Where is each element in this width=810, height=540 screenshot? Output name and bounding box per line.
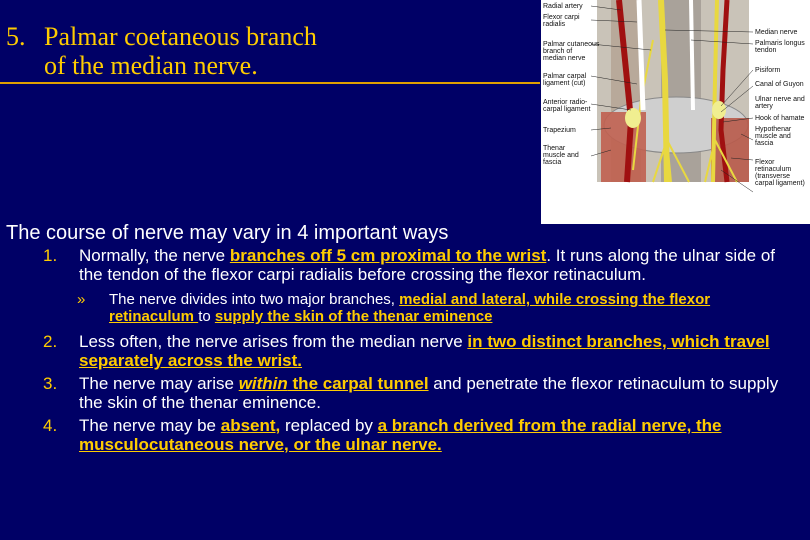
underlined-phrase: branches off 5 cm proximal to the wrist [229, 246, 547, 265]
underlined-phrase: the carpal tunnel [287, 374, 429, 393]
figure-left-label: Trapezium [543, 127, 576, 134]
title-divider [0, 82, 540, 84]
underlined-phrase: in two distinct branches, which travel separately across the wrist. [79, 332, 770, 370]
figure-left-label: radialis [543, 21, 566, 28]
figure-right-label: carpal ligament) [755, 180, 805, 187]
figure-left-label: median nerve [543, 55, 586, 62]
figure-left-label: carpal ligament [543, 106, 591, 113]
sub-bullet-item: » The nerve divides into two major branches, medial and lateral, while crossing the flexor retinaculum to supply the skin of the thenar eminence [77, 291, 711, 325]
title-number: 5. [6, 22, 26, 51]
figure-right-label: Flexor [755, 159, 775, 166]
figure-right-label: artery [755, 103, 773, 110]
course-statement: The course of nerve may vary in 4 important ways [6, 222, 449, 244]
figure-right-label: Pisiform [755, 67, 781, 74]
figure-labels [541, 0, 810, 224]
list-item-3: 3. The nerve may arise within the carpal tunnel and penetrate the flexor retinaculum to supply the skin of the thenar eminence. [43, 374, 779, 412]
figure-left-label: Flexor carpi [543, 14, 580, 21]
figure-right-label: muscle and [755, 133, 791, 140]
list-item-4: 4. The nerve may be absent, replaced by a branch derived from the radial nerve, the musculocutaneous nerve, or the ulnar nerve. [43, 416, 722, 454]
title-line-1: Palmar coetaneous branch [44, 22, 317, 51]
figure-right-label: Hypothenar [755, 126, 792, 133]
figure-right-label: Canal of Guyon [755, 81, 804, 88]
item-number: 1. [43, 246, 58, 265]
item-number: 3. [43, 374, 58, 393]
figure-right-label: tendon [755, 47, 777, 54]
figure-right-label: Hook of hamate [755, 115, 805, 122]
figure-left-label: branch of [543, 48, 573, 55]
figure-right-label: retinaculum [755, 166, 792, 173]
figure-left-label: Thenar [543, 145, 566, 152]
figure-left-label: Radial artery [543, 3, 583, 10]
figure-right-label: Ulnar nerve and [755, 96, 805, 103]
item-number: 2. [43, 332, 58, 351]
anatomy-illustration [541, 0, 810, 224]
figure-right-label: Median nerve [755, 29, 798, 36]
underlined-phrase: medial and lateral, while crossing the flexor retinaculum [109, 291, 711, 325]
list-item-1: 1. Normally, the nerve branches off 5 cm proximal to the wrist. It runs along the ulnar side of the tendon of the flexor carpi radialis before crossing the flexor retinaculum. [43, 246, 776, 284]
title-line-2: of the median nerve. [44, 51, 258, 80]
variation-list [0, 246, 810, 454]
underlined-phrase: absent, [220, 416, 281, 435]
underlined-phrase: supply the skin of the thenar eminence [214, 308, 493, 325]
figure-right-label: (transverse [755, 173, 791, 180]
slide-title [6, 22, 317, 80]
figure-left-label: muscle and [543, 152, 579, 159]
figure-left-label: Palmar carpal [543, 73, 587, 80]
sub-bullet-marker: » [77, 291, 86, 308]
figure-left-label: fascia [543, 159, 562, 166]
item-number: 4. [43, 416, 58, 435]
underlined-phrase: within [238, 374, 288, 393]
list-item-2: 2. Less often, the nerve arises from the median nerve in two distinct branches, which travel separately across the wrist. [43, 332, 770, 370]
figure-left-label: Anterior radio- [543, 99, 588, 106]
figure-left-label: ligament (cut) [543, 80, 586, 87]
figure-left-label: Palmar cutaneous [543, 41, 600, 48]
figure-right-label: fascia [755, 140, 774, 147]
underlined-phrase: a branch derived from the radial nerve, the musculocutaneous nerve, or the ulnar nerve. [79, 416, 722, 454]
figure-right-label: Palmaris longus [755, 40, 805, 47]
